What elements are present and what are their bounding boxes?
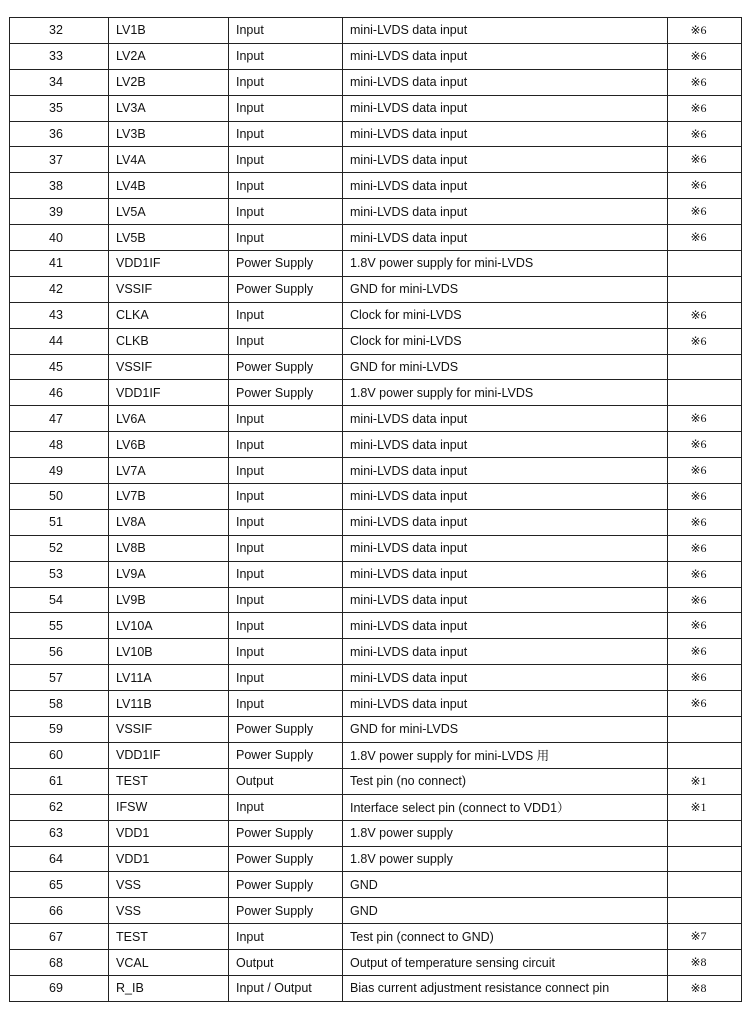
pin-number-cell: 64 xyxy=(10,846,109,872)
pin-description-cell: 1.8V power supply for mini-LVDS xyxy=(343,251,668,277)
table-row xyxy=(10,975,742,1001)
pin-description-cell: mini-LVDS data input xyxy=(343,18,668,44)
pin-note-cell: ※6 xyxy=(668,225,742,251)
pin-name-cell: VDD1IF xyxy=(109,380,229,406)
table-row xyxy=(10,147,742,173)
table-row xyxy=(10,380,742,406)
pin-io-cell: Power Supply xyxy=(229,872,343,898)
table-row xyxy=(10,173,742,199)
pin-io-cell: Input xyxy=(229,535,343,561)
pin-note-cell: ※6 xyxy=(668,147,742,173)
pin-description-cell: mini-LVDS data input xyxy=(343,95,668,121)
table-row xyxy=(10,794,742,820)
pin-io-cell: Input xyxy=(229,18,343,44)
pin-description-cell: mini-LVDS data input xyxy=(343,43,668,69)
pin-name-cell: VCAL xyxy=(109,950,229,976)
pin-name-cell: LV7A xyxy=(109,458,229,484)
pin-description-cell: mini-LVDS data input xyxy=(343,225,668,251)
pin-name-cell: LV3B xyxy=(109,121,229,147)
pin-table-body xyxy=(10,18,742,1002)
table-row xyxy=(10,458,742,484)
pin-name-cell: VDD1 xyxy=(109,820,229,846)
pin-number-cell: 47 xyxy=(10,406,109,432)
pin-description-cell: mini-LVDS data input xyxy=(343,691,668,717)
pin-name-cell: LV3A xyxy=(109,95,229,121)
table-row xyxy=(10,199,742,225)
pin-description-cell: Clock for mini-LVDS xyxy=(343,328,668,354)
pin-name-cell: LV8B xyxy=(109,535,229,561)
pin-io-cell: Input xyxy=(229,639,343,665)
pin-name-cell: LV11A xyxy=(109,665,229,691)
table-row xyxy=(10,302,742,328)
pin-number-cell: 67 xyxy=(10,924,109,950)
pin-name-cell: VSS xyxy=(109,898,229,924)
pin-name-cell: LV9A xyxy=(109,561,229,587)
pin-description-cell: mini-LVDS data input xyxy=(343,432,668,458)
table-row xyxy=(10,509,742,535)
pin-io-cell: Input xyxy=(229,95,343,121)
table-row xyxy=(10,820,742,846)
pin-note-cell: ※6 xyxy=(668,509,742,535)
pin-description-cell: Test pin (no connect) xyxy=(343,768,668,794)
pin-io-cell: Input xyxy=(229,587,343,613)
pin-io-cell: Input xyxy=(229,406,343,432)
pin-description-cell: mini-LVDS data input xyxy=(343,199,668,225)
pin-note-cell xyxy=(668,872,742,898)
pin-description-cell: Clock for mini-LVDS xyxy=(343,302,668,328)
pin-number-cell: 36 xyxy=(10,121,109,147)
pin-description-cell: Bias current adjustment resistance connect pin xyxy=(343,975,668,1001)
pin-io-cell: Input xyxy=(229,199,343,225)
pin-name-cell: LV6B xyxy=(109,432,229,458)
pin-note-cell xyxy=(668,380,742,406)
pin-note-cell xyxy=(668,820,742,846)
pin-io-cell: Input xyxy=(229,561,343,587)
pin-note-cell xyxy=(668,276,742,302)
pin-io-cell: Input xyxy=(229,328,343,354)
pin-number-cell: 68 xyxy=(10,950,109,976)
pin-io-cell: Output xyxy=(229,950,343,976)
pin-note-cell: ※6 xyxy=(668,691,742,717)
pin-io-cell: Power Supply xyxy=(229,742,343,768)
pin-io-cell: Input xyxy=(229,225,343,251)
pin-io-cell: Power Supply xyxy=(229,251,343,277)
table-row xyxy=(10,665,742,691)
pin-note-cell: ※8 xyxy=(668,975,742,1001)
pin-note-cell: ※6 xyxy=(668,43,742,69)
pin-description-cell: mini-LVDS data input xyxy=(343,147,668,173)
table-row xyxy=(10,18,742,44)
pin-description-cell: 1.8V power supply for mini-LVDS xyxy=(343,380,668,406)
table-row xyxy=(10,742,742,768)
pin-name-cell: LV8A xyxy=(109,509,229,535)
pin-number-cell: 65 xyxy=(10,872,109,898)
pin-io-cell: Input xyxy=(229,924,343,950)
pin-note-cell: ※6 xyxy=(668,561,742,587)
pin-name-cell: CLKA xyxy=(109,302,229,328)
pin-number-cell: 58 xyxy=(10,691,109,717)
table-row xyxy=(10,768,742,794)
pin-name-cell: VDD1IF xyxy=(109,742,229,768)
pin-description-cell: mini-LVDS data input xyxy=(343,561,668,587)
pin-name-cell: LV10B xyxy=(109,639,229,665)
pin-io-cell: Power Supply xyxy=(229,846,343,872)
pin-note-cell: ※6 xyxy=(668,458,742,484)
pin-io-cell: Input / Output xyxy=(229,975,343,1001)
pin-name-cell: CLKB xyxy=(109,328,229,354)
pin-name-cell: LV10A xyxy=(109,613,229,639)
pin-description-cell: 1.8V power supply xyxy=(343,820,668,846)
pin-note-cell xyxy=(668,251,742,277)
table-row xyxy=(10,95,742,121)
pin-io-cell: Input xyxy=(229,432,343,458)
pin-number-cell: 43 xyxy=(10,302,109,328)
pin-note-cell xyxy=(668,717,742,743)
pin-number-cell: 40 xyxy=(10,225,109,251)
pin-note-cell: ※1 xyxy=(668,794,742,820)
table-row xyxy=(10,354,742,380)
table-row xyxy=(10,121,742,147)
table-row xyxy=(10,924,742,950)
pin-note-cell: ※6 xyxy=(668,432,742,458)
table-row xyxy=(10,846,742,872)
pin-number-cell: 57 xyxy=(10,665,109,691)
pin-name-cell: LV6A xyxy=(109,406,229,432)
pin-io-cell: Power Supply xyxy=(229,898,343,924)
pin-description-cell: mini-LVDS data input xyxy=(343,458,668,484)
pin-note-cell: ※6 xyxy=(668,484,742,510)
pin-number-cell: 63 xyxy=(10,820,109,846)
pin-number-cell: 54 xyxy=(10,587,109,613)
table-row xyxy=(10,561,742,587)
pin-io-cell: Input xyxy=(229,509,343,535)
pin-number-cell: 33 xyxy=(10,43,109,69)
pin-io-cell: Input xyxy=(229,121,343,147)
pin-note-cell: ※6 xyxy=(668,302,742,328)
pin-number-cell: 61 xyxy=(10,768,109,794)
pin-note-cell: ※6 xyxy=(668,69,742,95)
table-row xyxy=(10,872,742,898)
pin-description-cell: GND for mini-LVDS xyxy=(343,717,668,743)
pin-note-cell: ※1 xyxy=(668,768,742,794)
pin-description-cell: GND xyxy=(343,872,668,898)
pin-number-cell: 32 xyxy=(10,18,109,44)
pin-number-cell: 39 xyxy=(10,199,109,225)
pin-note-cell xyxy=(668,846,742,872)
pin-name-cell: LV4B xyxy=(109,173,229,199)
pin-number-cell: 53 xyxy=(10,561,109,587)
pin-number-cell: 34 xyxy=(10,69,109,95)
pin-name-cell: VDD1IF xyxy=(109,251,229,277)
table-row xyxy=(10,432,742,458)
pin-io-cell: Input xyxy=(229,43,343,69)
pin-io-cell: Power Supply xyxy=(229,354,343,380)
pin-name-cell: VDD1 xyxy=(109,846,229,872)
pin-note-cell xyxy=(668,354,742,380)
pin-name-cell: LV5A xyxy=(109,199,229,225)
pin-note-cell: ※6 xyxy=(668,199,742,225)
pin-number-cell: 66 xyxy=(10,898,109,924)
table-row xyxy=(10,251,742,277)
pin-name-cell: R_IB xyxy=(109,975,229,1001)
table-row xyxy=(10,898,742,924)
pin-name-cell: IFSW xyxy=(109,794,229,820)
pin-description-cell: Test pin (connect to GND) xyxy=(343,924,668,950)
pin-name-cell: LV2A xyxy=(109,43,229,69)
table-row xyxy=(10,691,742,717)
pin-name-cell: LV4A xyxy=(109,147,229,173)
table-row xyxy=(10,484,742,510)
pin-io-cell: Input xyxy=(229,665,343,691)
pin-name-cell: VSS xyxy=(109,872,229,898)
pin-number-cell: 42 xyxy=(10,276,109,302)
table-row xyxy=(10,717,742,743)
pin-note-cell: ※7 xyxy=(668,924,742,950)
pin-number-cell: 48 xyxy=(10,432,109,458)
pin-number-cell: 38 xyxy=(10,173,109,199)
pin-io-cell: Input xyxy=(229,458,343,484)
table-row xyxy=(10,276,742,302)
pin-io-cell: Power Supply xyxy=(229,717,343,743)
pin-number-cell: 69 xyxy=(10,975,109,1001)
pin-number-cell: 59 xyxy=(10,717,109,743)
pin-io-cell: Input xyxy=(229,69,343,95)
pin-description-cell: mini-LVDS data input xyxy=(343,406,668,432)
table-row xyxy=(10,950,742,976)
pin-number-cell: 55 xyxy=(10,613,109,639)
pin-note-cell: ※6 xyxy=(668,639,742,665)
pin-description-cell: mini-LVDS data input xyxy=(343,509,668,535)
pin-name-cell: VSSIF xyxy=(109,354,229,380)
pin-note-cell: ※6 xyxy=(668,173,742,199)
pin-description-cell: mini-LVDS data input xyxy=(343,613,668,639)
pin-description-cell: GND for mini-LVDS xyxy=(343,276,668,302)
pin-description-cell: mini-LVDS data input xyxy=(343,639,668,665)
pin-io-cell: Input xyxy=(229,691,343,717)
pin-description-cell: Output of temperature sensing circuit xyxy=(343,950,668,976)
pin-number-cell: 49 xyxy=(10,458,109,484)
pin-number-cell: 50 xyxy=(10,484,109,510)
pin-name-cell: VSSIF xyxy=(109,276,229,302)
pin-name-cell: LV9B xyxy=(109,587,229,613)
pin-io-cell: Input xyxy=(229,302,343,328)
pin-number-cell: 45 xyxy=(10,354,109,380)
pin-number-cell: 52 xyxy=(10,535,109,561)
pin-note-cell: ※6 xyxy=(668,121,742,147)
pin-note-cell: ※6 xyxy=(668,18,742,44)
table-row xyxy=(10,69,742,95)
pin-note-cell: ※6 xyxy=(668,95,742,121)
pin-number-cell: 46 xyxy=(10,380,109,406)
pin-description-cell: mini-LVDS data input xyxy=(343,587,668,613)
pin-description-cell: mini-LVDS data input xyxy=(343,121,668,147)
pin-description-cell: mini-LVDS data input xyxy=(343,484,668,510)
pin-description-cell: GND for mini-LVDS xyxy=(343,354,668,380)
pin-note-cell: ※6 xyxy=(668,535,742,561)
pin-name-cell: VSSIF xyxy=(109,717,229,743)
pin-note-cell: ※8 xyxy=(668,950,742,976)
pin-name-cell: LV1B xyxy=(109,18,229,44)
table-row xyxy=(10,535,742,561)
pin-number-cell: 62 xyxy=(10,794,109,820)
pin-note-cell: ※6 xyxy=(668,665,742,691)
pin-name-cell: LV11B xyxy=(109,691,229,717)
table-row xyxy=(10,328,742,354)
pin-name-cell: LV7B xyxy=(109,484,229,510)
pin-number-cell: 56 xyxy=(10,639,109,665)
pin-description-cell: mini-LVDS data input xyxy=(343,173,668,199)
table-row xyxy=(10,587,742,613)
pin-io-cell: Power Supply xyxy=(229,820,343,846)
pin-number-cell: 51 xyxy=(10,509,109,535)
pin-io-cell: Power Supply xyxy=(229,380,343,406)
table-row xyxy=(10,613,742,639)
pin-number-cell: 41 xyxy=(10,251,109,277)
pin-number-cell: 60 xyxy=(10,742,109,768)
pin-description-cell: 1.8V power supply for mini-LVDS 用 xyxy=(343,742,668,768)
pin-note-cell: ※6 xyxy=(668,587,742,613)
pin-name-cell: LV2B xyxy=(109,69,229,95)
pin-number-cell: 35 xyxy=(10,95,109,121)
pin-name-cell: TEST xyxy=(109,924,229,950)
table-row xyxy=(10,639,742,665)
pin-note-cell xyxy=(668,742,742,768)
pin-note-cell: ※6 xyxy=(668,328,742,354)
pin-io-cell: Power Supply xyxy=(229,276,343,302)
pin-number-cell: 44 xyxy=(10,328,109,354)
pin-description-cell: 1.8V power supply xyxy=(343,846,668,872)
pin-note-cell: ※6 xyxy=(668,613,742,639)
pin-description-cell: GND xyxy=(343,898,668,924)
pin-io-cell: Output xyxy=(229,768,343,794)
table-row xyxy=(10,43,742,69)
table-row xyxy=(10,225,742,251)
pin-io-cell: Input xyxy=(229,794,343,820)
pin-name-cell: TEST xyxy=(109,768,229,794)
pin-io-cell: Input xyxy=(229,173,343,199)
pin-note-cell xyxy=(668,898,742,924)
pin-description-cell: mini-LVDS data input xyxy=(343,535,668,561)
pin-description-cell: mini-LVDS data input xyxy=(343,665,668,691)
pin-io-cell: Input xyxy=(229,613,343,639)
pin-note-cell: ※6 xyxy=(668,406,742,432)
pin-description-cell: mini-LVDS data input xyxy=(343,69,668,95)
pin-name-cell: LV5B xyxy=(109,225,229,251)
table-row xyxy=(10,406,742,432)
pin-io-cell: Input xyxy=(229,147,343,173)
pin-description-cell: Interface select pin (connect to VDD1） xyxy=(343,794,668,820)
pin-table xyxy=(9,17,742,1002)
pin-number-cell: 37 xyxy=(10,147,109,173)
pin-io-cell: Input xyxy=(229,484,343,510)
